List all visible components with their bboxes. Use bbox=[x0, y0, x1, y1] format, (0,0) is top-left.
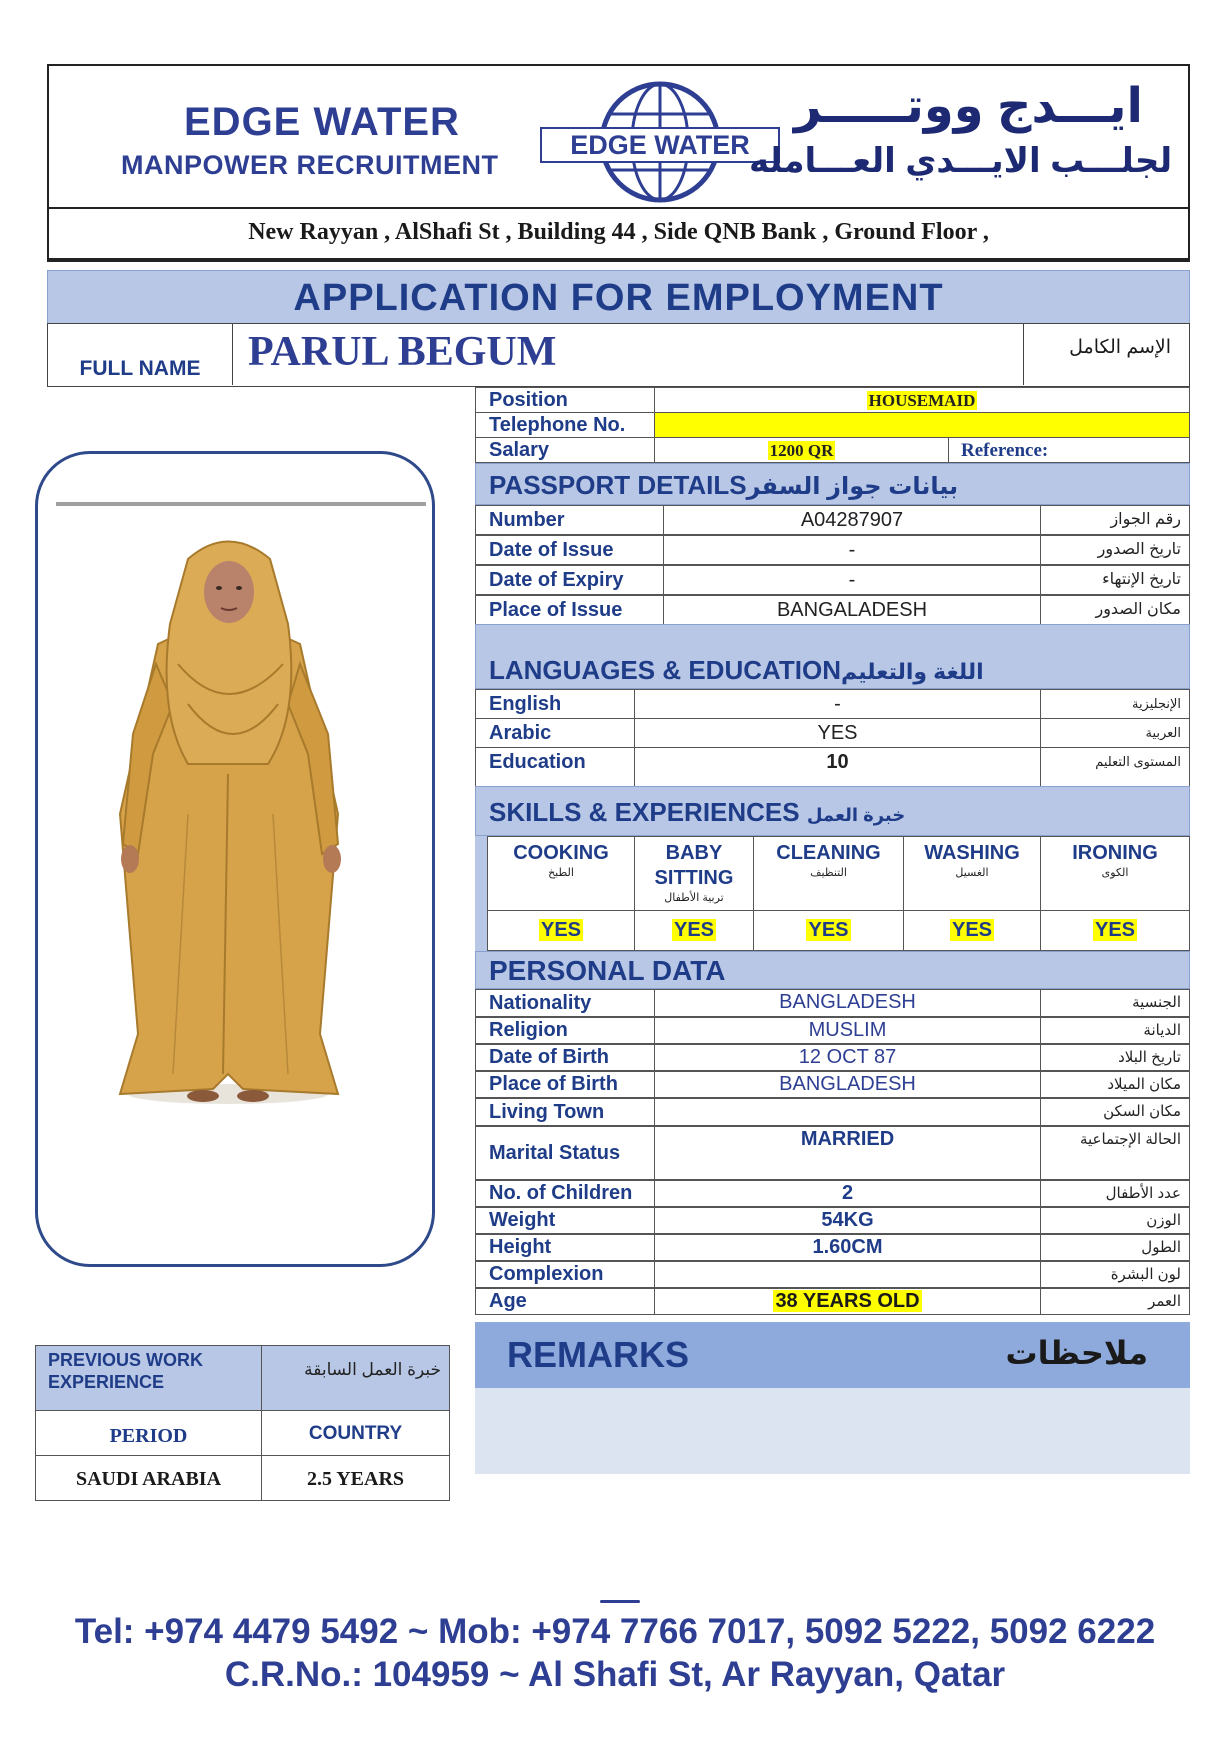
skill-name: CLEANING bbox=[776, 842, 881, 864]
passport-row-label-ar: رقم الجواز bbox=[1040, 505, 1190, 535]
skill-name: WASHING bbox=[924, 842, 1020, 864]
personal-row-label-ar: عدد الأطفال bbox=[1040, 1180, 1190, 1207]
skill-value-cell bbox=[903, 910, 1041, 951]
salary-value: 1200 QR bbox=[769, 441, 834, 460]
language-row-label-ar: العربية bbox=[1040, 718, 1190, 748]
personal-row-label: Height bbox=[475, 1234, 655, 1261]
footer-registration: C.R.No.: 104959 ~ Al Shafi St, Ar Rayyan, Qatar bbox=[224, 1655, 1006, 1694]
applicant-photo bbox=[38, 514, 432, 1214]
passport-row-label-ar: مكان الصدور bbox=[1040, 595, 1190, 625]
company-address: New Rayyan , AlShafi St , Building 44 , Side QNB Bank , Ground Floor , bbox=[47, 207, 1190, 262]
personal-row-label-ar: الطول bbox=[1040, 1234, 1190, 1261]
passport-title: PASSPORT DETAILS bbox=[489, 470, 747, 500]
company-name: EDGE WATER bbox=[184, 100, 460, 144]
company-subtitle: MANPOWER RECRUITMENT bbox=[121, 150, 499, 180]
previous-work-title: PREVIOUS WORK EXPERIENCE bbox=[35, 1345, 262, 1411]
personal-row-value-cell bbox=[654, 1044, 1041, 1071]
globe-logo-text: EDGE WATER bbox=[570, 130, 750, 160]
personal-row-value: MUSLIM bbox=[808, 1019, 887, 1041]
passport-row-label-ar: تاريخ الصدور bbox=[1040, 535, 1190, 565]
personal-row-value: 54KG bbox=[821, 1209, 874, 1231]
skill-value: YES bbox=[540, 919, 582, 941]
footer-divider bbox=[600, 1600, 640, 1603]
previous-work-period-header: PERIOD bbox=[35, 1410, 262, 1456]
skill-value-cell bbox=[1040, 910, 1190, 951]
personal-row-value: BANGLADESH bbox=[779, 991, 916, 1013]
skill-value: YES bbox=[951, 919, 993, 941]
passport-row-label: Date of Issue bbox=[475, 535, 664, 565]
footer-contact: Tel: +974 4479 5492 ~ Mob: +974 7766 7017, 5092 5222, 5092 6222 bbox=[74, 1612, 1156, 1651]
photo-divider bbox=[56, 502, 426, 506]
skills-side-strip bbox=[475, 836, 487, 951]
skill-name: IRONING bbox=[1072, 842, 1158, 864]
salary-label: Salary bbox=[475, 437, 655, 463]
skills-title: SKILLS & EXPERIENCES bbox=[489, 797, 800, 827]
previous-work-period-value: 2.5 YEARS bbox=[261, 1455, 450, 1501]
skill-name-ar: الغسيل bbox=[955, 867, 989, 879]
personal-row-label: Religion bbox=[475, 1017, 655, 1044]
skill-name-ar: الكوى bbox=[1101, 867, 1129, 879]
personal-row-value-cell bbox=[654, 1098, 1041, 1126]
personal-row-value-cell bbox=[654, 1207, 1041, 1234]
passport-row-value: - bbox=[663, 535, 1041, 565]
passport-title-ar: بيانات جواز السفر bbox=[746, 473, 959, 500]
personal-row-value-cell bbox=[654, 989, 1041, 1017]
page-title: APPLICATION FOR EMPLOYMENT bbox=[47, 270, 1190, 324]
personal-row-label-ar: الجنسية bbox=[1040, 989, 1190, 1017]
languages-title: LANGUAGES & EDUCATION bbox=[489, 655, 841, 685]
full-name-label: FULL NAME bbox=[48, 324, 233, 385]
full-name-row bbox=[47, 323, 1190, 387]
skill-value-cell bbox=[634, 910, 754, 951]
language-row-label: English bbox=[475, 689, 635, 719]
personal-row-label: Nationality bbox=[475, 989, 655, 1017]
skills-section-header bbox=[475, 786, 1190, 836]
language-row-value: - bbox=[634, 689, 1041, 719]
personal-row-label-ar: مكان السكن bbox=[1040, 1098, 1190, 1126]
skill-header-cell bbox=[903, 836, 1041, 911]
personal-row-value-cell bbox=[654, 1017, 1041, 1044]
salary-value-cell bbox=[654, 437, 949, 463]
personal-row-label: No. of Children bbox=[475, 1180, 655, 1207]
personal-row-label: Place of Birth bbox=[475, 1071, 655, 1098]
skills-title-ar: خبرة العمل bbox=[806, 805, 906, 825]
personal-row-value: MARRIED bbox=[800, 1128, 895, 1150]
telephone-label: Telephone No. bbox=[475, 412, 655, 438]
personal-row-value: 38 YEARS OLD bbox=[775, 1290, 920, 1312]
personal-row-label-ar: الوزن bbox=[1040, 1207, 1190, 1234]
personal-section-header bbox=[475, 951, 1190, 989]
personal-row-label-ar: لون البشرة bbox=[1040, 1261, 1190, 1288]
personal-row-label-ar: الديانة bbox=[1040, 1017, 1190, 1044]
remarks-body bbox=[475, 1388, 1190, 1474]
passport-section-header bbox=[475, 463, 1190, 505]
personal-row-value-cell bbox=[654, 1234, 1041, 1261]
skill-value: YES bbox=[673, 919, 715, 941]
telephone-value bbox=[654, 412, 1190, 438]
passport-row-value: - bbox=[663, 565, 1041, 595]
full-name-ar-cell bbox=[1023, 324, 1189, 385]
personal-title: PERSONAL DATA bbox=[489, 955, 726, 986]
skill-value: YES bbox=[1094, 919, 1136, 941]
skill-value-cell bbox=[753, 910, 904, 951]
personal-row-value-cell bbox=[654, 1071, 1041, 1098]
skill-header-cell bbox=[1040, 836, 1190, 911]
personal-row-value-cell bbox=[654, 1126, 1041, 1180]
passport-row-label-ar: تاريخ الإنتهاء bbox=[1040, 565, 1190, 595]
personal-row-label-ar: مكان الميلاد bbox=[1040, 1071, 1190, 1098]
skill-value-cell bbox=[487, 910, 635, 951]
previous-work-country-header: COUNTRY bbox=[261, 1410, 450, 1456]
globe-logo-icon bbox=[535, 74, 785, 204]
position-label: Position bbox=[475, 387, 655, 413]
personal-row-label: Living Town bbox=[475, 1098, 655, 1126]
passport-row-value: BANGALADESH bbox=[663, 595, 1041, 625]
language-row-label-ar: المستوى التعليم bbox=[1040, 747, 1190, 787]
personal-row-label: Date of Birth bbox=[475, 1044, 655, 1071]
skill-name-ar: التنظيف bbox=[810, 867, 847, 879]
passport-row-value: A04287907 bbox=[663, 505, 1041, 535]
position-value: HOUSEMAID bbox=[868, 391, 976, 410]
personal-row-value-cell bbox=[654, 1261, 1041, 1288]
language-row-value: 10 bbox=[634, 747, 1041, 787]
personal-row-label: Marital Status bbox=[475, 1126, 655, 1180]
personal-row-label: Weight bbox=[475, 1207, 655, 1234]
personal-row-label-ar: العمر bbox=[1040, 1288, 1190, 1315]
language-row-value: YES bbox=[634, 718, 1041, 748]
personal-row-label: Complexion bbox=[475, 1261, 655, 1288]
skill-name: COOKING bbox=[513, 842, 609, 864]
skill-name: BABY SITTING bbox=[654, 842, 734, 889]
skill-value: YES bbox=[808, 919, 849, 941]
personal-row-label-ar: الحالة الإجتماعية bbox=[1040, 1126, 1190, 1180]
full-name-label-ar: الإسم الكامل bbox=[1069, 337, 1171, 358]
skill-header-cell bbox=[634, 836, 754, 911]
personal-row-value: BANGLADESH bbox=[779, 1073, 916, 1095]
previous-work-country-value: SAUDI ARABIA bbox=[35, 1455, 262, 1501]
company-name-ar: ايـــدج ووتـــــر bbox=[794, 80, 1143, 133]
skill-name-ar: تربية الأطفال bbox=[664, 892, 724, 904]
remarks-title: REMARKS bbox=[507, 1334, 690, 1375]
remarks-header bbox=[475, 1322, 1190, 1388]
remarks-title-ar: ملاحظات bbox=[1005, 1335, 1148, 1371]
languages-section-header bbox=[475, 624, 1190, 689]
languages-title-ar: اللغة والتعليم bbox=[840, 659, 984, 684]
full-name-value: PARUL BEGUM bbox=[248, 329, 557, 375]
personal-row-value: 12 OCT 87 bbox=[798, 1046, 897, 1068]
passport-row-label: Number bbox=[475, 505, 664, 535]
personal-row-value: 2 bbox=[841, 1182, 854, 1204]
applicant-photo-frame bbox=[35, 451, 435, 1267]
company-subtitle-ar: لجلـــب الايـــدي العـــامله bbox=[749, 142, 1173, 180]
skill-header-cell bbox=[487, 836, 635, 911]
language-row-label: Education bbox=[475, 747, 635, 787]
personal-row-value-cell bbox=[654, 1288, 1041, 1315]
passport-row-label: Date of Expiry bbox=[475, 565, 664, 595]
skill-header-cell bbox=[753, 836, 904, 911]
reference-label: Reference: bbox=[948, 437, 1190, 463]
letterhead bbox=[47, 64, 1190, 209]
position-value-cell bbox=[654, 387, 1190, 413]
language-row-label-ar: الإنجليزية bbox=[1040, 689, 1190, 719]
previous-work-title-ar: خبرة العمل السابقة bbox=[261, 1345, 450, 1411]
language-row-label: Arabic bbox=[475, 718, 635, 748]
skill-name-ar: الطبخ bbox=[548, 867, 574, 879]
personal-row-value: 1.60CM bbox=[812, 1236, 883, 1258]
passport-row-label: Place of Issue bbox=[475, 595, 664, 625]
personal-row-label: Age bbox=[475, 1288, 655, 1315]
personal-row-label-ar: تاريخ البلاد bbox=[1040, 1044, 1190, 1071]
personal-row-value-cell bbox=[654, 1180, 1041, 1207]
